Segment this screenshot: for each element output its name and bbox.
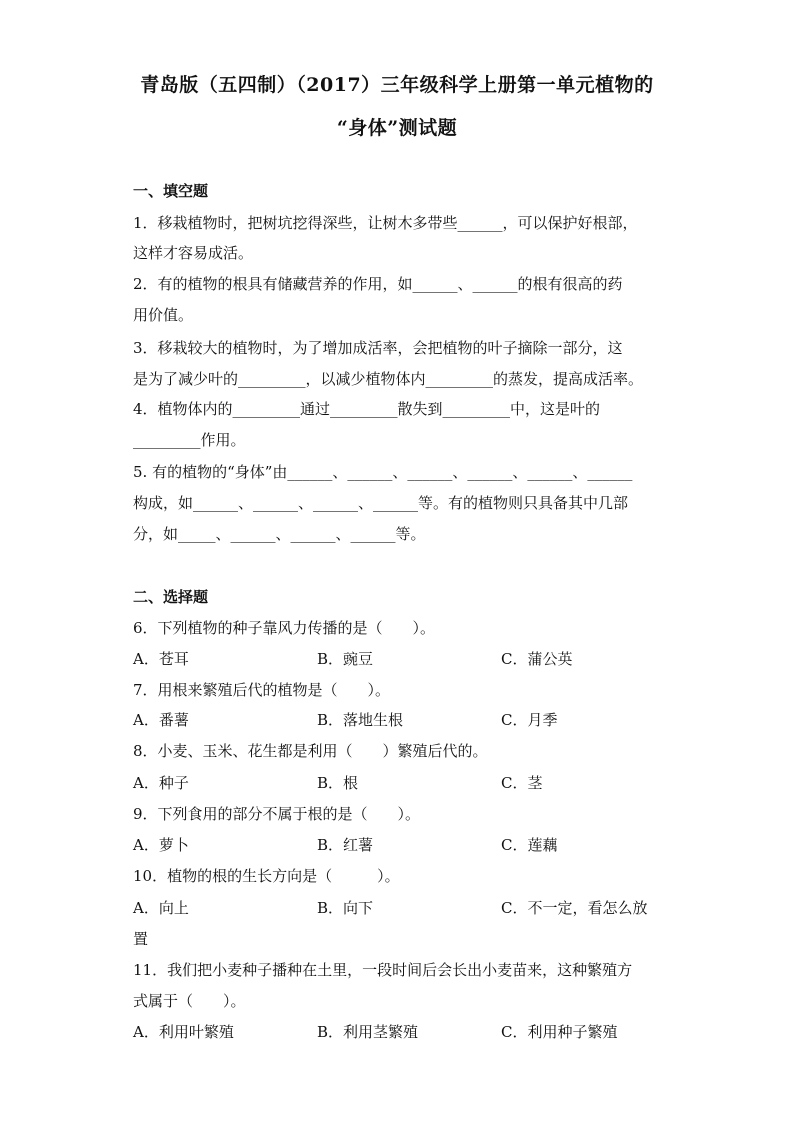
fill-question-5-line-1: 5. 有的植物的“身体”由______、______、______、______、______、______ [133, 463, 633, 481]
page-title-line-2: “身体”测试题 [336, 117, 458, 139]
fill-question-1-line-2: 这样才容易成活。 [133, 244, 254, 262]
choice-question-10-stem: 10．植物的根的生长方向是（ ）。 [133, 867, 400, 885]
choice-question-9-option-a: A．萝卜 [133, 836, 189, 854]
fill-question-4-line-2: _________作用。 [133, 431, 246, 449]
fill-question-2-line-2: 用价值。 [133, 306, 194, 324]
fill-question-5-line-2: 构成，如______、______、______、______等。有的植物则只具备其中几部 [133, 494, 629, 512]
choice-question-9-stem: 9．下列食用的部分不属于根的是（ ）。 [133, 805, 421, 823]
choice-question-8-stem: 8．小麦、玉米、花生都是利用（ ）繁殖后代的。 [133, 742, 488, 760]
choice-question-8-option-b: B．根 [317, 774, 359, 792]
choice-question-6-option-b: B．豌豆 [317, 650, 374, 668]
section-heading-choice: 二、选择题 [133, 588, 209, 606]
choice-question-10-option-b: B．向下 [317, 899, 374, 917]
choice-question-8-option-c: C．茎 [501, 774, 543, 792]
choice-question-11-option-c: C．利用种子繁殖 [501, 1023, 618, 1041]
choice-question-8-option-a: A．种子 [133, 774, 189, 792]
fill-question-5-line-3: 分，如_____、______、______、______等。 [133, 525, 426, 543]
choice-question-11-stem-wrap: 式属于（ ）。 [133, 992, 246, 1010]
fill-question-3-line-2: 是为了减少叶的_________，以减少植物体内_________的蒸发，提高成活率。 [133, 370, 644, 388]
choice-question-11-stem: 11．我们把小麦种子播种在土里，一段时间后会长出小麦苗来，这种繁殖方 [133, 961, 633, 979]
choice-question-9-option-c: C．莲藕 [501, 836, 558, 854]
choice-question-7-option-a: A．番薯 [133, 711, 189, 729]
choice-question-7-option-b: B．落地生根 [317, 711, 404, 729]
choice-question-6-stem: 6．下列植物的种子靠风力传播的是（ ）。 [133, 619, 436, 637]
fill-question-4-line-1: 4．植物体内的_________通过_________散失到_________中，这是叶的 [133, 400, 601, 418]
choice-question-11-option-b: B．利用茎繁殖 [317, 1023, 419, 1041]
choice-question-6-option-c: C．蒲公英 [501, 650, 573, 668]
page-title-line-1: 青岛版（五四制）（2017）三年级科学上册第一单元植物的 [140, 74, 654, 96]
fill-question-3-line-1: 3．移栽较大的植物时，为了增加成活率，会把植物的叶子摘除一部分，这 [133, 339, 623, 357]
choice-question-10-option-c: C．不一定，看怎么放 [501, 899, 648, 917]
choice-question-10-option-a: A．向上 [133, 899, 189, 917]
fill-question-2-line-1: 2．有的植物的根具有储藏营养的作用，如______、______的根有很高的药 [133, 275, 623, 293]
choice-question-7-stem: 7．用根来繁殖后代的植物是（ ）。 [133, 681, 391, 699]
choice-question-11-option-a: A．利用叶繁殖 [133, 1023, 234, 1041]
choice-question-7-option-c: C．月季 [501, 711, 558, 729]
section-heading-fill: 一、填空题 [133, 182, 209, 200]
choice-question-6-option-a: A．苍耳 [133, 650, 189, 668]
choice-question-10-option-c-wrap: 置 [133, 930, 149, 948]
choice-question-9-option-b: B．红薯 [317, 836, 374, 854]
fill-question-1-line-1: 1．移栽植物时，把树坑挖得深些，让树木多带些______，可以保护好根部， [133, 214, 638, 232]
